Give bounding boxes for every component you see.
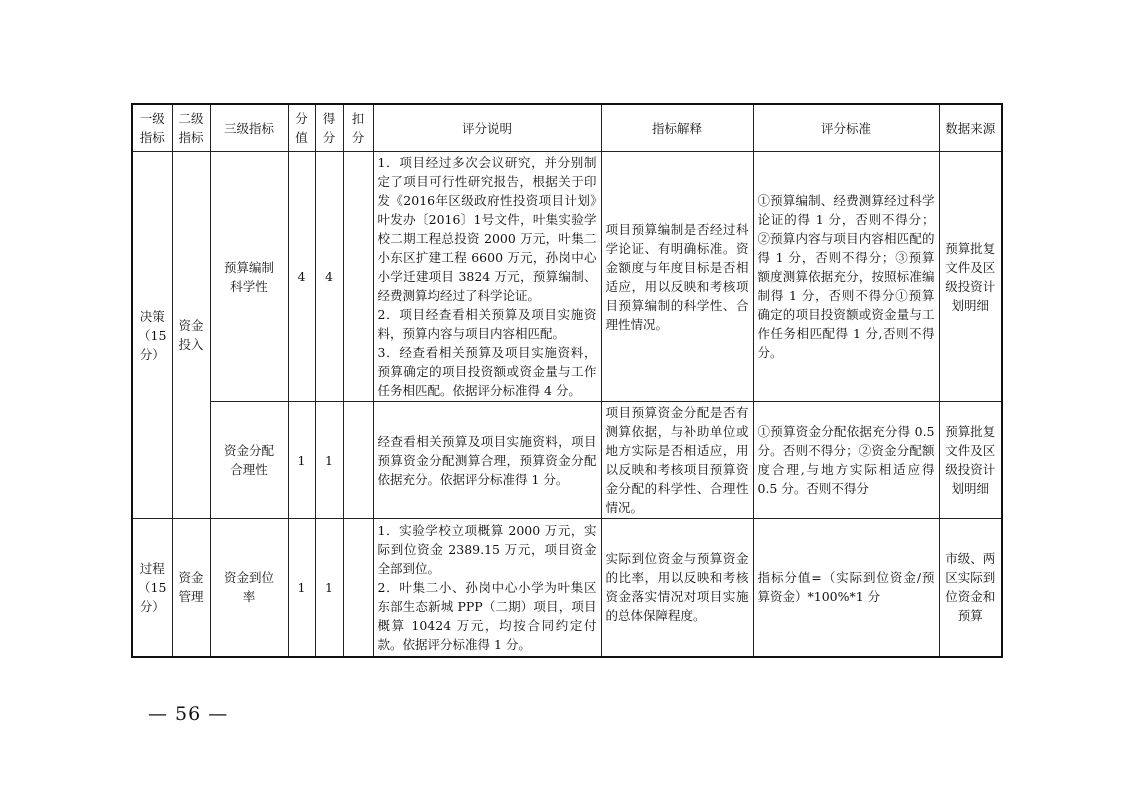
header-interp: 指标解释 xyxy=(601,104,753,152)
score-cell: 1 xyxy=(288,519,315,657)
got-cell: 1 xyxy=(315,402,343,519)
table-row xyxy=(132,152,1002,402)
level1-cell: 过程 （15 分） xyxy=(132,519,172,657)
page-number: — 56 — xyxy=(148,703,229,725)
source-cell: 预算批复文件及区级投资计划明细 xyxy=(939,152,1002,402)
table-header-row xyxy=(132,104,1002,152)
deduct-cell xyxy=(343,519,373,657)
desc-cell: 1．项目经过多次会议研究，并分别制定了项目可行性研究报告，根据关于印发《2016年区级政府性投资项目计划》叶发办〔2016〕1号文件，叶集实验学校二期工程总投资 2000 万元，叶集二小东区扩建工程 6600 万元，孙岗中心小学迁建项目 3824 万元，预算编制、经费测算均经过了科学论证。 2．项目经查看相关预算及项目实施资料，预算内容与项目内容相匹配。 3．经查看相关预算及项目实施资料，预算确定的项目投资额或资金量与工作任务相匹配。依据评分标准得 4 分。 xyxy=(373,152,601,402)
level3-cell: 预算编制 科学性 xyxy=(210,152,288,402)
header-level1: 一级 指标 xyxy=(132,104,172,152)
header-desc: 评分说明 xyxy=(373,104,601,152)
standard-cell: ①预算编制、经费测算经过科学论证的得 1 分，否则不得分；②预算内容与项目内容相匹配的得 1 分，否则不得分；③预算额度测算依据充分，按照标准编制得 1 分，否则不得分①预算确定的项目投资额或资金量与工作任务相匹配得 1 分,否则不得分。 xyxy=(753,152,939,402)
header-source: 数据来源 xyxy=(939,104,1002,152)
header-level3: 三级指标 xyxy=(210,104,288,152)
table-row xyxy=(132,402,1002,519)
got-cell: 1 xyxy=(315,519,343,657)
header-level2: 二级 指标 xyxy=(172,104,210,152)
score-cell: 1 xyxy=(288,402,315,519)
desc-cell: 1．实验学校立项概算 2000 万元，实际到位资金 2389.15 万元，项目资金全部到位。 2．叶集二小、孙岗中心小学为叶集区东部生态新城 PPP（二期）项目，项目概算 10424 万元，均按合同约定付款。依据评分标准得 1 分。 xyxy=(373,519,601,657)
level2-cell: 资金 投入 xyxy=(172,152,210,519)
level1-cell: 决策 （15 分） xyxy=(132,152,172,519)
level2-cell: 资金 管理 xyxy=(172,519,210,657)
source-cell: 预算批复文件及区级投资计划明细 xyxy=(939,402,1002,519)
standard-cell: 指标分值=（实际到位资金/预算资金）*100%*1 分 xyxy=(753,519,939,657)
header-deduct: 扣 分 xyxy=(343,104,373,152)
desc-cell: 经查看相关预算及项目实施资料，项目预算资金分配测算合理，预算资金分配依据充分。依据评分标准得 1 分。 xyxy=(373,402,601,519)
table-row xyxy=(132,519,1002,657)
source-cell: 市级、两区实际到位资金和预算 xyxy=(939,519,1002,657)
header-score: 分 值 xyxy=(288,104,315,152)
interp-cell: 实际到位资金与预算资金的比率，用以反映和考核资金落实情况对项目实施的总体保障程度。 xyxy=(601,519,753,657)
level3-cell: 资金分配 合理性 xyxy=(210,402,288,519)
got-cell: 4 xyxy=(315,152,343,402)
deduct-cell xyxy=(343,152,373,402)
interp-cell: 项目预算编制是否经过科学论证、有明确标准。资金额度与年度目标是否相适应，用以反映和考核项目预算编制的科学性、合理性情况。 xyxy=(601,152,753,402)
standard-cell: ①预算资金分配依据充分得 0.5 分。否则不得分；②资金分配额度合理,与地方实际相适应得 0.5 分。否则不得分 xyxy=(753,402,939,519)
deduct-cell xyxy=(343,402,373,519)
evaluation-table xyxy=(131,103,1003,658)
header-got: 得 分 xyxy=(315,104,343,152)
score-cell: 4 xyxy=(288,152,315,402)
level3-cell: 资金到位 率 xyxy=(210,519,288,657)
header-standard: 评分标准 xyxy=(753,104,939,152)
interp-cell: 项目预算资金分配是否有测算依据，与补助单位或地方实际是否相适应，用以反映和考核项目预算资金分配的科学性、合理性情况。 xyxy=(601,402,753,519)
